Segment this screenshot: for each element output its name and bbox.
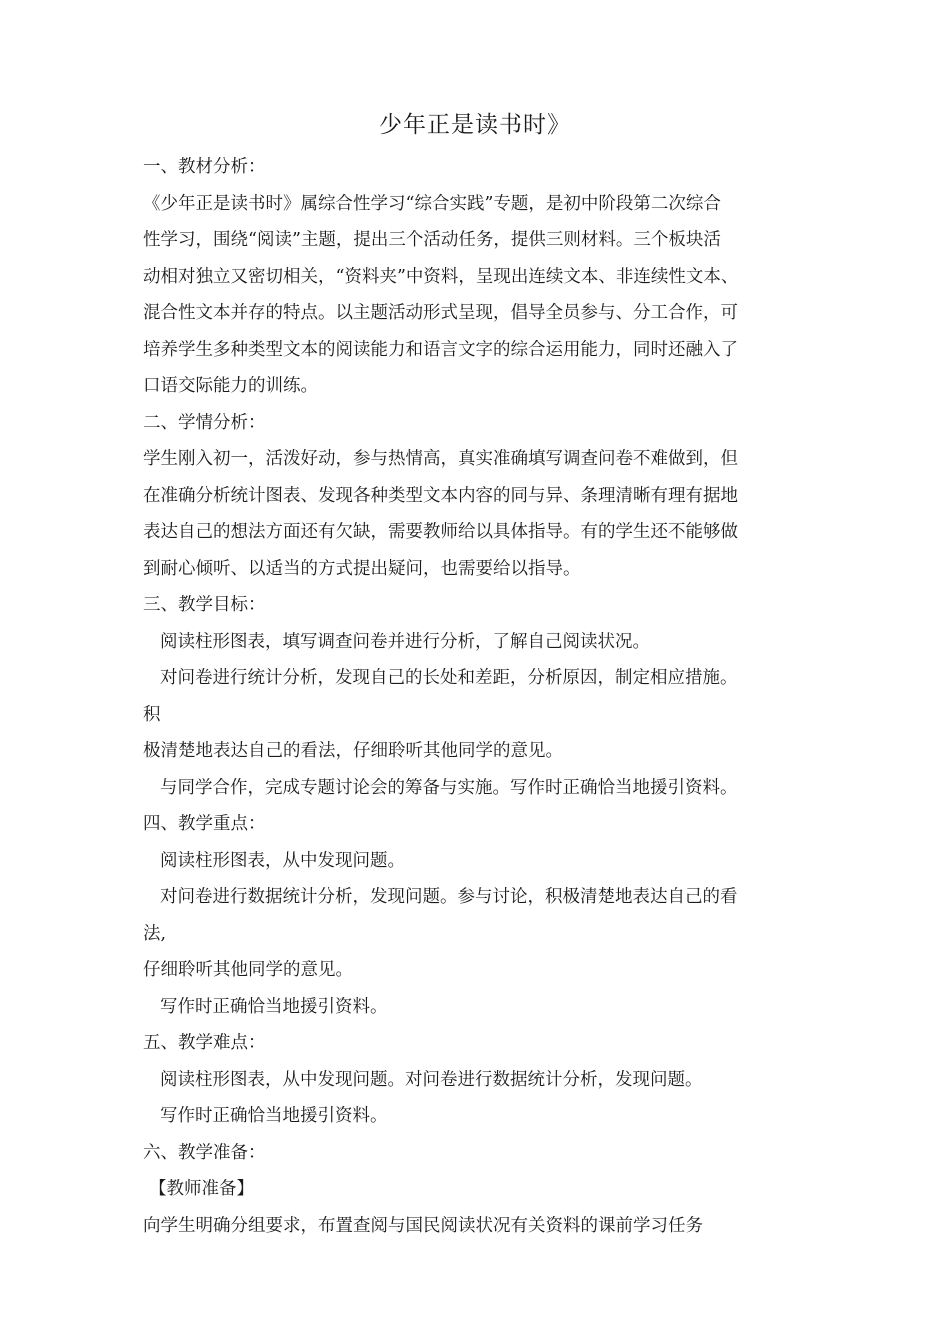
document-title: 少年正是读书时》 xyxy=(379,112,571,138)
key-point-item: 写作时正确恰当地援引资料。 xyxy=(160,996,388,1017)
section-heading-goals: 三、教学目标： xyxy=(143,595,266,615)
goal-item: 阅读柱形图表，填写调查问卷并进行分析，了解自己阅读状况。 xyxy=(160,631,650,652)
subheading-teacher-preparation: 【教师准备】 xyxy=(149,1179,254,1199)
key-point-item: 对问卷进行数据统计分析，发现问题。参与讨论，积极清楚地表达自己的看 xyxy=(160,887,738,907)
paragraph-line: 学生刚入初一，活泼好动，参与热情高，真实准确填写调查问卷不难做到，但 xyxy=(143,449,738,469)
paragraph-line: 《少年正是读书时》属综合性学习“综合实践”专题，是初中阶段第二次综合 xyxy=(143,193,721,214)
document-body xyxy=(143,149,807,1244)
paragraph-line: 极清楚地表达自己的看法，仔细聆听其他同学的意见。 xyxy=(143,741,563,761)
difficulty-item: 阅读柱形图表，从中发现问题。对问卷进行数据统计分析，发现问题。 xyxy=(160,1069,703,1090)
paragraph-line: 性学习，围绕“阅读”主题，提出三个活动任务，提供三则材料。三个板块活 xyxy=(143,230,721,250)
section-heading-difficulties: 五、教学难点： xyxy=(143,1033,266,1053)
paragraph-line: 在准确分析统计图表、发现各种类型文本内容的同与异、条理清晰有理有据地 xyxy=(143,485,738,506)
paragraph-line: 仔细聆听其他同学的意见。 xyxy=(143,960,353,980)
paragraph-line: 培养学生多种类型文本的阅读能力和语言文字的综合运用能力，同时还融入了 xyxy=(143,339,738,360)
goal-item: 与同学合作，完成专题讨论会的筹备与实施。写作时正确恰当地援引资料。 xyxy=(160,777,738,798)
section-heading-materials: 一、教材分析： xyxy=(143,157,266,177)
key-point-item: 阅读柱形图表，从中发现问题。 xyxy=(160,850,405,871)
paragraph-line: 法, xyxy=(143,923,167,944)
paragraph-line: 到耐心倾听、以适当的方式提出疑问，也需要给以指导。 xyxy=(143,558,581,579)
paragraph-line: 动相对独立又密切相关，“资料夹”中资料，呈现出连续文本、非连续性文本、 xyxy=(143,266,739,287)
section-heading-key-points: 四、教学重点： xyxy=(143,814,266,834)
goal-item: 对问卷进行统计分析，发现自己的长处和差距，分析原因，制定相应措施。 xyxy=(160,668,738,688)
paragraph-line: 表达自己的想法方面还有欠缺，需要教师给以具体指导。有的学生还不能够做 xyxy=(143,522,738,542)
section-heading-preparation: 六、教学准备： xyxy=(143,1142,266,1163)
paragraph-line: 积 xyxy=(143,704,161,725)
section-heading-students: 二、学情分析： xyxy=(143,412,266,433)
paragraph-line: 混合性文本并存的特点。以主题活动形式呈现，倡导全员参与、分工合作，可 xyxy=(143,303,738,323)
difficulty-item: 写作时正确恰当地援引资料。 xyxy=(160,1106,388,1126)
paragraph-line: 口语交际能力的训练。 xyxy=(143,376,318,396)
paragraph-line: 向学生明确分组要求，布置查阅与国民阅读状况有关资料的课前学习任务 xyxy=(143,1215,703,1236)
